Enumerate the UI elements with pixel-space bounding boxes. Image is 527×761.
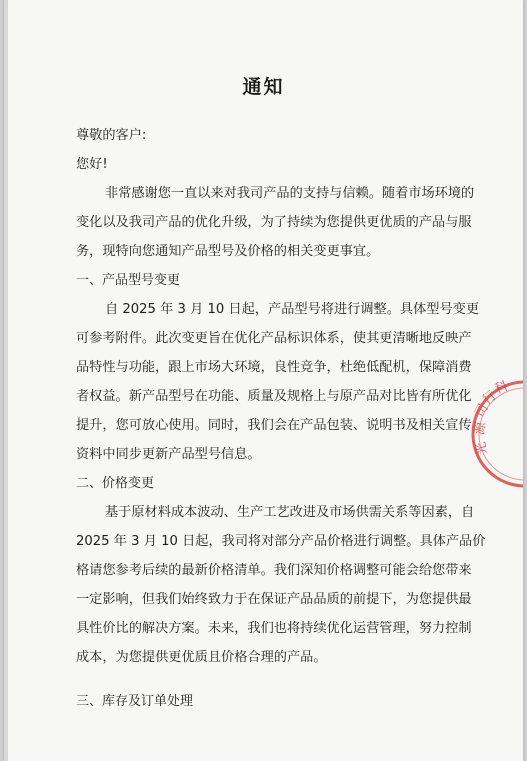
section2-line-1: 基于原材料成本波动、生产工艺改进及市场供需关系等因素，自 bbox=[105, 505, 475, 520]
section-heading-model: 一、产品型号变更 bbox=[76, 273, 181, 288]
salutation: 尊敬的客户: bbox=[76, 128, 147, 143]
intro-line-2: 变化以及我司产品的优化升级，为了持续为您提供更优质的产品与服 bbox=[76, 215, 472, 230]
document-page bbox=[4, 0, 523, 761]
intro-line-1: 非常感谢您一直以来对我司产品的支持与信赖。随着市场环境的 bbox=[105, 186, 475, 201]
section1-line-4: 者权益。新产品型号在功能、质量及规格上与原产品对比皆有所优化 bbox=[76, 389, 472, 404]
intro-line-3: 务，现特向您通知产品型号及价格的相关变更事宜。 bbox=[76, 244, 380, 259]
company-seal-graphic bbox=[469, 378, 523, 490]
company-seal bbox=[469, 378, 523, 490]
section1-line-2: 可参考附件。此次变更旨在优化产品标识体系，使其更清晰地反映产 bbox=[76, 331, 472, 346]
page-edge bbox=[4, 0, 8, 761]
section2-line-4: 一定影响，但我们始终致力于在保证产品品质的前提下，为您提供最 bbox=[76, 592, 472, 607]
svg-text:司: 司 bbox=[472, 401, 492, 421]
svg-text:科: 科 bbox=[492, 379, 511, 398]
document-title: 通知 bbox=[242, 76, 285, 98]
svg-text:源: 源 bbox=[472, 420, 490, 437]
section2-line-6: 成本，为您提供更优质且价格合理的产品。 bbox=[76, 650, 327, 665]
section1-line-3: 品特性与功能，跟上市场大环境，良性竞争，杜绝低配机，保障消费 bbox=[76, 360, 472, 375]
section2-line-5: 具性价比的解决方案。未来，我们也将持续优化运营管理，努力控制 bbox=[76, 621, 472, 636]
section-heading-price: 二、价格变更 bbox=[76, 476, 155, 491]
section2-line-2: 2025 年 3 月 10 日起，我司将对部分产品价格进行调整。具体产品价 bbox=[76, 534, 486, 549]
svg-text:光: 光 bbox=[473, 440, 491, 457]
section1-line-6: 资料中同步更新产品型号信息。 bbox=[76, 447, 261, 462]
greeting: 您好! bbox=[76, 157, 108, 172]
svg-text:行: 行 bbox=[479, 388, 500, 408]
section1-line-5: 提升，您可放心使用。同时，我们会在产品包装、说明书及相关宣传 bbox=[76, 418, 472, 433]
section-heading-inventory: 三、库存及订单处理 bbox=[76, 694, 194, 709]
section2-line-3: 格请您参考后续的最新价格清单。我们深知价格调整可能会给您带来 bbox=[76, 563, 472, 578]
section1-line-1: 自 2025 年 3 月 10 日起，产品型号将进行调整。具体型号变更 bbox=[105, 302, 480, 317]
